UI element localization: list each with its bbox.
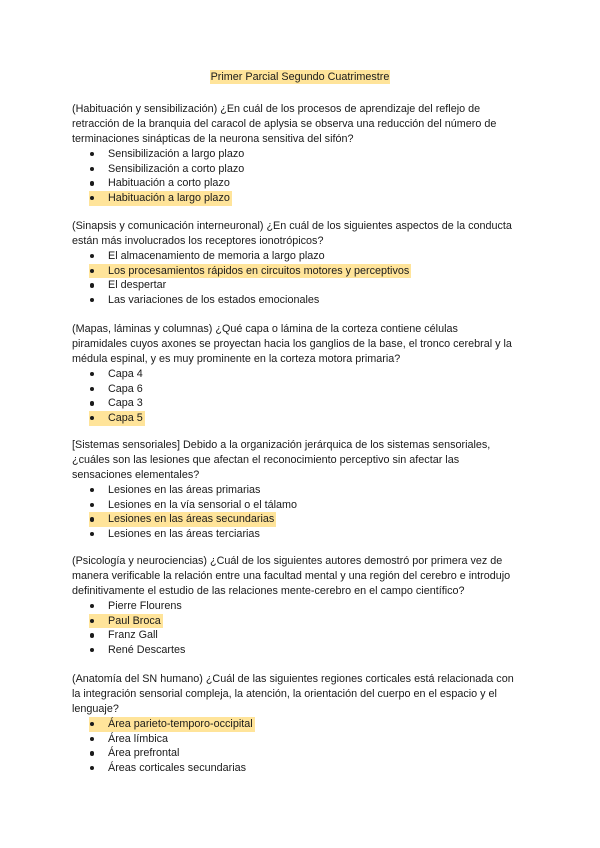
- answer-option: [72, 162, 532, 177]
- bullet-icon: [90, 717, 102, 732]
- question-text: [72, 102, 532, 147]
- bullet-icon: [90, 367, 102, 382]
- answer-label: Franz Gall: [108, 629, 158, 642]
- answer-option: [72, 396, 532, 411]
- question-text: [72, 438, 532, 483]
- bullet-icon: [90, 382, 102, 397]
- answer-label: Las variaciones de los estados emocionales: [108, 294, 320, 307]
- question-line: (Mapas, láminas y columnas) ¿Qué capa o lámina de la corteza contiene células: [72, 323, 458, 335]
- bullet-icon: [90, 411, 102, 426]
- answer-option: [72, 599, 532, 614]
- answer-label: Lesiones en la vía sensorial o el tálamo: [108, 498, 298, 511]
- question-block: [72, 102, 532, 206]
- answer-option-correct: [72, 512, 532, 527]
- answer-label: Paul Broca: [108, 614, 161, 627]
- bullet-icon: [90, 527, 102, 542]
- question-line: sensaciones elementales?: [72, 469, 200, 481]
- question-line: terminaciones sinápticas de la neurona sensitiva del sifón?: [72, 133, 354, 145]
- bullet-icon: [90, 162, 102, 177]
- question-line: (Sinapsis y comunicación interneuronal) ¿En cuál de los siguientes aspectos de la conducta: [72, 220, 512, 232]
- answer-option-correct: [72, 191, 532, 206]
- question-block: [72, 322, 532, 426]
- question-line: (Habituación y sensibilización) ¿En cuál de los procesos de aprendizaje del reflejo de: [72, 103, 481, 115]
- question-line: (Psicología y neurociencias) ¿Cuál de los siguientes autores demostró por primera vez de: [72, 555, 503, 567]
- answer-option: [72, 643, 532, 658]
- question-line: están más involucrados los receptores ionotrópicos?: [72, 235, 324, 247]
- answer-option: [72, 367, 532, 382]
- answer-option: [72, 732, 532, 747]
- answer-options: [72, 249, 532, 308]
- answer-label: Los procesamientos rápidos en circuitos motores y perceptivos: [108, 264, 410, 277]
- bullet-icon: [90, 249, 102, 264]
- bullet-icon: [90, 278, 102, 293]
- answer-options: [72, 483, 532, 542]
- bullet-icon: [90, 599, 102, 614]
- document-title: [0, 70, 600, 85]
- question-line: [Sistemas sensoriales] Debido a la organización jerárquica de los sistemas sensoriales,: [72, 439, 491, 451]
- answer-label: Capa 3: [108, 397, 143, 410]
- answer-option: [72, 382, 532, 397]
- bullet-icon: [90, 732, 102, 747]
- bullet-icon: [90, 614, 102, 629]
- answer-label: Áreas corticales secundarias: [108, 762, 247, 775]
- answer-label: Área parieto-temporo-occipital: [108, 718, 253, 730]
- answer-option: [72, 628, 532, 643]
- answer-option: [72, 249, 532, 264]
- question-line: ¿cuáles son las lesiones que afectan el reconocimiento perceptivo sin afectar las: [72, 454, 460, 466]
- bullet-icon: [90, 628, 102, 643]
- answer-options: [72, 599, 532, 658]
- answer-option-correct: [72, 264, 532, 279]
- bullet-icon: [90, 293, 102, 308]
- answer-option: [72, 498, 532, 513]
- answer-option: [72, 176, 532, 191]
- question-block: [72, 219, 532, 308]
- answer-option: [72, 483, 532, 498]
- answer-label: Capa 5: [108, 412, 143, 425]
- bullet-icon: [90, 176, 102, 191]
- bullet-icon: [90, 761, 102, 776]
- answer-label: Habituación a corto plazo: [108, 177, 230, 190]
- answer-label: Lesiones en las áreas primarias: [108, 484, 261, 496]
- bullet-icon: [90, 498, 102, 513]
- bullet-icon: [90, 512, 102, 527]
- bullet-icon: [90, 483, 102, 498]
- answer-option-correct: [72, 411, 532, 426]
- answer-label: Pierre Flourens: [108, 600, 182, 612]
- question-line: manera verificable la relación entre una facultad mental y una región del cerebro e introdujo: [72, 570, 511, 582]
- document-title-text: Primer Parcial Segundo Cuatrimestre: [210, 71, 390, 83]
- bullet-icon: [90, 147, 102, 162]
- bullet-icon: [90, 264, 102, 279]
- question-block: [72, 438, 532, 542]
- question-block: [72, 554, 532, 658]
- answer-options: [72, 147, 532, 206]
- question-line: piramidales cuyos axones se proyectan hacia los ganglios de la base, el tronco cerebral y la: [72, 338, 512, 350]
- question-text: [72, 554, 532, 599]
- question-text: [72, 322, 532, 367]
- answer-label: Capa 4: [108, 368, 143, 380]
- question-line: la integración sensorial compleja, la atención, la orientación del cuerpo en el espacio y el: [72, 688, 497, 700]
- answer-options: [72, 717, 532, 776]
- question-line: definitivamente el estudio de las relaciones mente-cerebro en el campo científico?: [72, 585, 465, 597]
- answer-label: Sensibilización a corto plazo: [108, 162, 245, 175]
- answer-label: Lesiones en las áreas terciarias: [108, 528, 260, 541]
- bullet-icon: [90, 396, 102, 411]
- answer-options: [72, 367, 532, 426]
- answer-label: Habituación a largo plazo: [108, 192, 230, 205]
- answer-option: [72, 527, 532, 542]
- answer-option: [72, 293, 532, 308]
- answer-label: El almacenamiento de memoria a largo plazo: [108, 250, 325, 262]
- question-block: [72, 672, 532, 776]
- question-line: médula espinal, y es muy prominente en la corteza motora primaria?: [72, 353, 401, 365]
- answer-option: [72, 761, 532, 776]
- question-line: lenguaje?: [72, 703, 119, 715]
- answer-option-correct: [72, 614, 532, 629]
- bullet-icon: [90, 643, 102, 658]
- bullet-icon: [90, 191, 102, 206]
- answer-label: Capa 6: [108, 382, 143, 395]
- bullet-icon: [90, 746, 102, 761]
- answer-option-correct: [72, 717, 532, 732]
- answer-label: Área prefrontal: [108, 747, 180, 760]
- question-line: retracción de la branquia del caracol de aplysia se observa una reducción del número de: [72, 118, 497, 130]
- answer-option: [72, 278, 532, 293]
- answer-label: Lesiones en las áreas secundarias: [108, 513, 275, 526]
- answer-label: René Descartes: [108, 644, 186, 657]
- question-line: (Anatomía del SN humano) ¿Cuál de las siguientes regiones corticales está relacionada con: [72, 673, 514, 685]
- answer-option: [72, 147, 532, 162]
- answer-option: [72, 746, 532, 761]
- question-text: [72, 219, 532, 249]
- answer-label: Sensibilización a largo plazo: [108, 148, 245, 160]
- answer-label: El despertar: [108, 279, 167, 292]
- question-text: [72, 672, 532, 717]
- answer-label: Área límbica: [108, 732, 169, 745]
